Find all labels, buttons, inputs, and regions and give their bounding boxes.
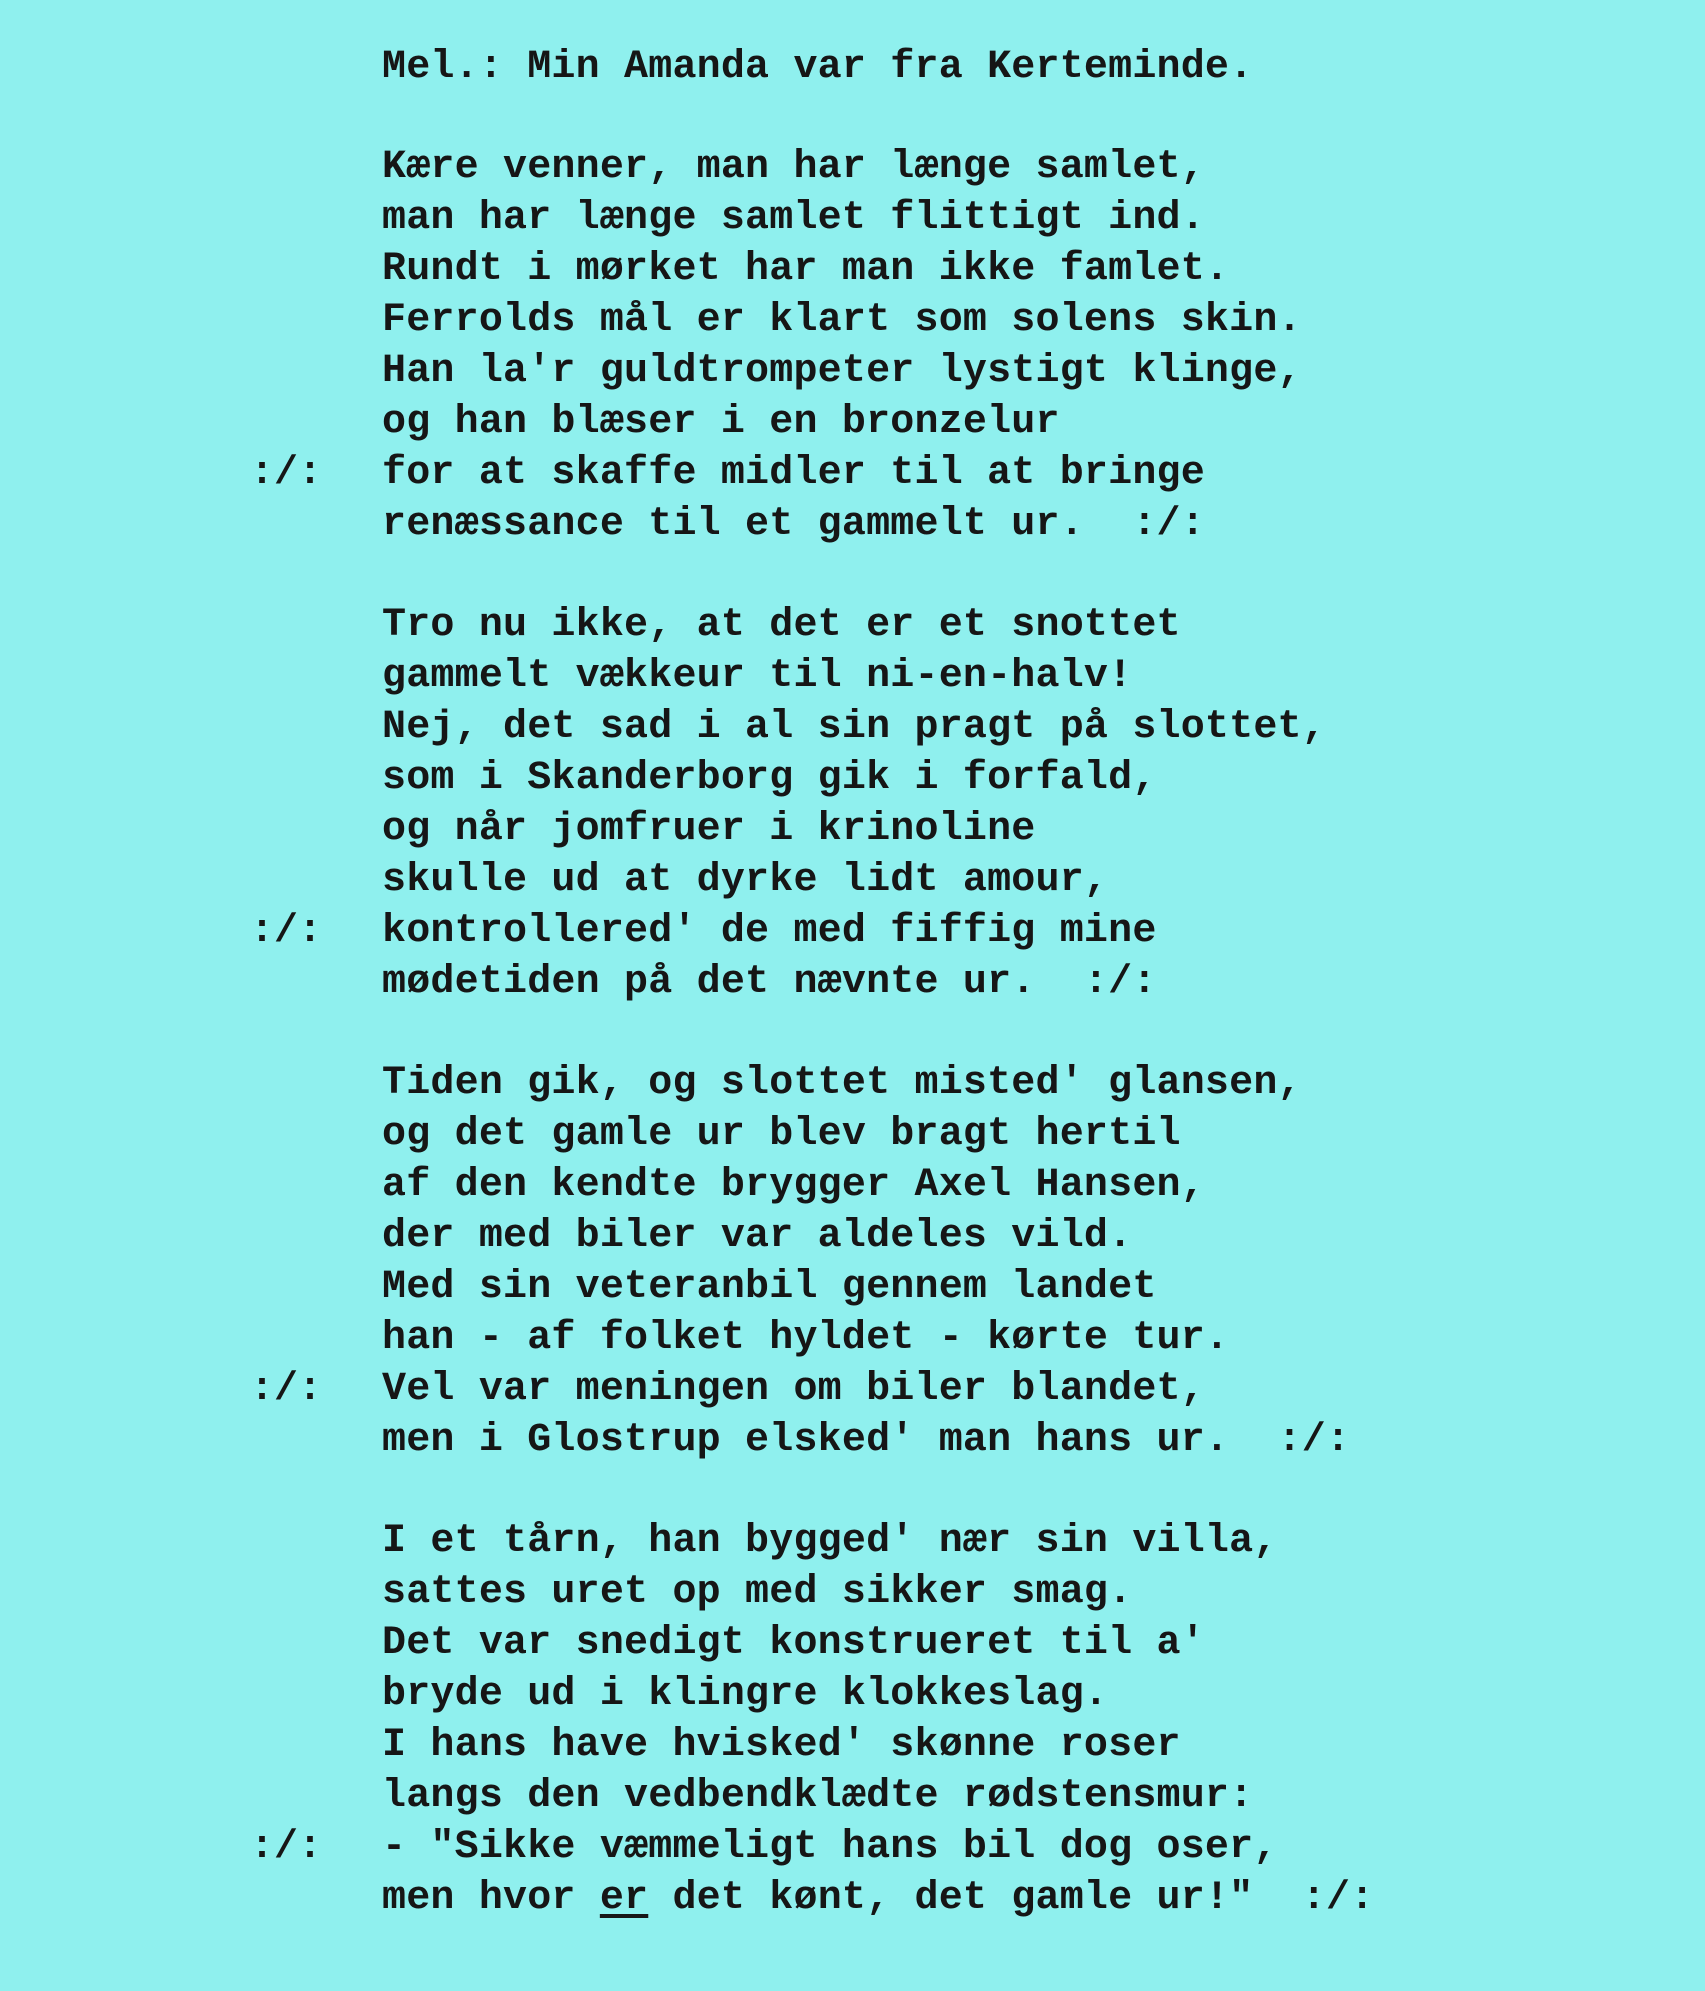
stanza-3-line-7: Vel var meningen om biler blandet, [382,1367,1205,1412]
stanza-1-line-1: Kære venner, man har længe samlet, [382,145,1205,190]
repeat-marker-4: :/: [250,1825,323,1870]
stanza-3-line-2: og det gamle ur blev bragt hertil [382,1112,1181,1157]
underlined-word: er [599,1876,649,1921]
repeat-marker-2: :/: [250,909,323,954]
stanza-2-line-6: skulle ud at dyrke lidt amour, [382,858,1109,903]
stanza-3-line-8: men i Glostrup elsked' man hans ur. :/: [382,1418,1351,1463]
stanza-4-line-6: langs den vedbendklædte rødstensmur: [382,1774,1254,1819]
stanza-4-line-1: I et tårn, han bygged' nær sin villa, [382,1519,1278,1564]
stanza-1-line-8: renæssance til et gammelt ur. :/: [382,502,1205,547]
repeat-marker-3: :/: [250,1367,323,1412]
repeat-marker-1: :/: [250,451,323,496]
stanza-4-line-5: I hans have hvisked' skønne roser [382,1723,1181,1768]
stanza-1-line-6: og han blæser i en bronzelur [382,400,1060,445]
stanza-4-line-3: Det var snedigt konstrueret til a' [382,1621,1205,1666]
stanza-1-line-7: for at skaffe midler til at bringe [382,451,1205,496]
stanza-3-line-1: Tiden gik, og slottet misted' glansen, [382,1061,1302,1106]
stanza-3-line-4: der med biler var aldeles vild. [382,1214,1133,1259]
stanza-3-line-3: af den kendte brygger Axel Hansen, [382,1163,1205,1208]
stanza-3-line-5: Med sin veteranbil gennem landet [382,1265,1157,1310]
stanza-4-line-2: sattes uret op med sikker smag. [382,1570,1133,1615]
stanza-1-line-2: man har længe samlet flittigt ind. [382,196,1205,241]
stanza-4-line-8 [382,1874,1374,1924]
stanza-4-line-7: - "Sikke væmmeligt hans bil dog oser, [382,1825,1278,1870]
stanza-2-line-7: kontrollered' de med fiffig mine [382,909,1157,954]
stanza-2-line-3: Nej, det sad i al sin pragt på slottet, [382,705,1326,750]
stanza-4-line-4: bryde ud i klingre klokkeslag. [382,1672,1109,1717]
melody-line: Mel.: Min Amanda var fra Kerteminde. [382,45,1254,90]
stanza-4-line-8-end: det kønt, det gamle ur!" :/: [648,1876,1375,1921]
stanza-2-line-4: som i Skanderborg gik i forfald, [382,756,1157,801]
stanza-3-line-6: han - af folket hyldet - kørte tur. [382,1316,1230,1361]
stanza-1-line-3: Rundt i mørket har man ikke famlet. [382,247,1230,292]
stanza-2-line-2: gammelt vækkeur til ni-en-halv! [382,654,1133,699]
stanza-2-line-8: mødetiden på det nævnte ur. :/: [382,960,1157,1005]
stanza-1-line-5: Han la'r guldtrompeter lystigt klinge, [382,349,1302,394]
stanza-1-line-4: Ferrolds mål er klart som solens skin. [382,298,1302,343]
stanza-2-line-5: og når jomfruer i krinoline [382,807,1036,852]
stanza-2-line-1: Tro nu ikke, at det er et snottet [382,603,1181,648]
stanza-4-line-8-start: men hvor [382,1876,600,1921]
